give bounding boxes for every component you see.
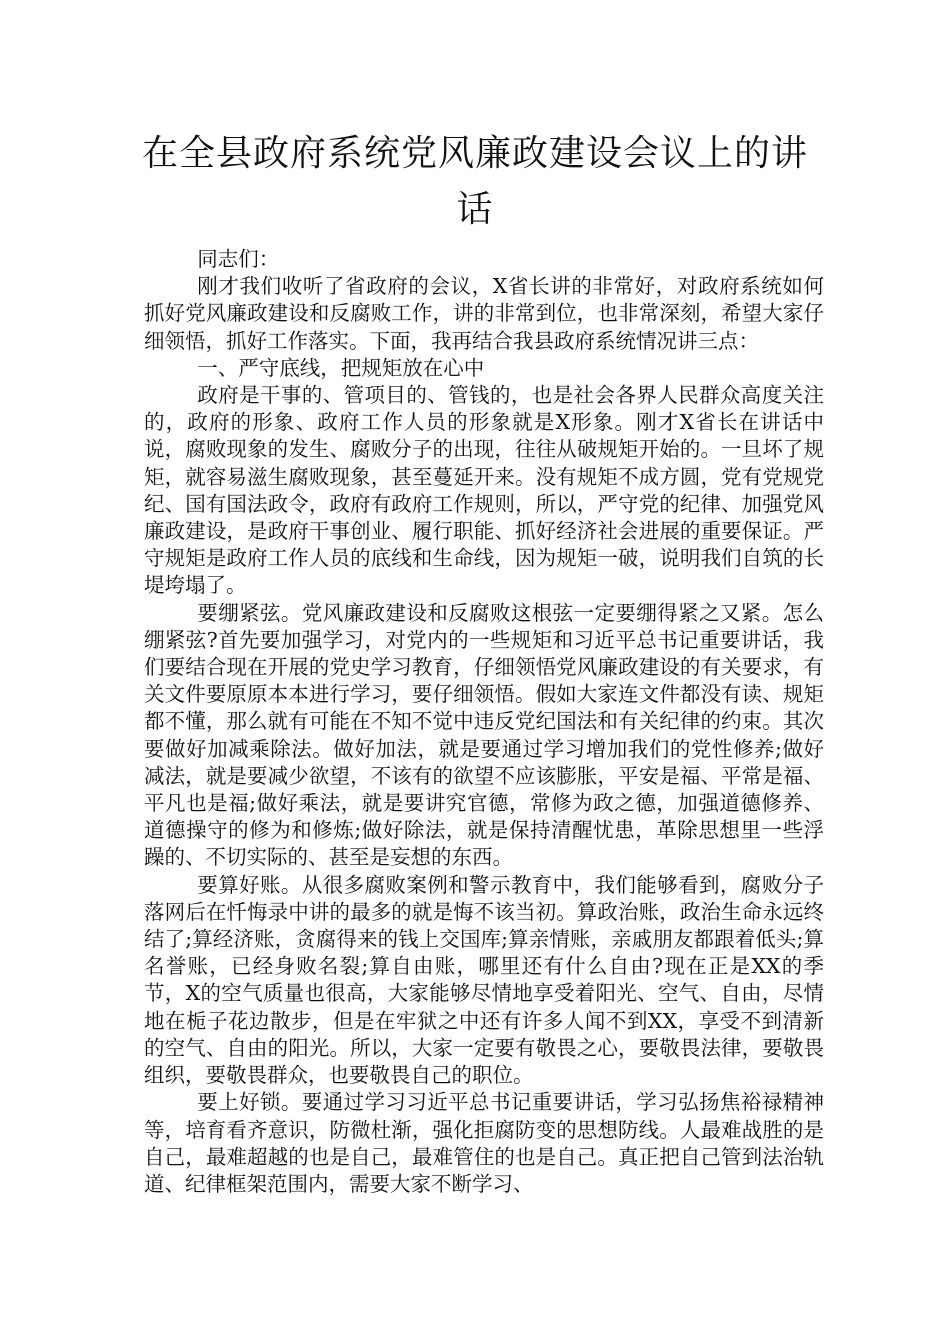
paragraph-intro: 刚才我们收听了省政府的会议，X省长讲的非常好，对政府系统如何抓好党风廉政建设和反腐败工作，讲的非常到位，也非常深刻，希望大家仔细领悟，抓好工作落实。下面，我再结合我县政府系统情况讲三点： bbox=[144, 274, 824, 353]
document-body bbox=[144, 246, 824, 1198]
salutation: 同志们： bbox=[197, 247, 280, 271]
document-title: 在全县政府系统党风廉政建设会议上的讲话 bbox=[141, 133, 808, 230]
paragraph: 政府是干事的、管项目的、管钱的，也是社会各界人民群众高度关注的，政府的形象、政府工作人员的形象就是X形象。刚才X省长在讲话中说，腐败现象的发生、腐败分子的出现，往往从破规矩开始的。一旦坏了规矩，就容易滋生腐败现象，甚至蔓延开来。没有规矩不成方圆，党有党规党纪、国有国法政令，政府有政府工作规则，所以，严守党的纪律、加强党风廉政建设，是政府干事创业、履行职能、抓好经济社会进展的重要保证。严守规矩是政府工作人员的底线和生命线，因为规矩一破，说明我们自筑的长堤垮塌了。 bbox=[144, 383, 824, 598]
paragraph: 要算好账。从很多腐败案例和警示教育中，我们能够看到，腐败分子落网后在忏悔录中讲的最多的就是悔不该当初。算政治账，政治生命永远终结了;算经济账，贪腐得来的钱上交国库;算亲情账，亲戚朋友都跟着低头;算名誉账，已经身败名裂;算自由账，哪里还有什么自由?现在正是XX的季节，X的空气质量也很高，大家能够尽情地享受着阳光、空气、自由，尽情地在栀子花边散步，但是在牢狱之中还有许多人闻不到XX，享受不到清新的空气、自由的阳光。所以，大家一定要有敬畏之心，要敬畏法律，要敬畏组织，要敬畏群众，也要敬畏自己的职位。 bbox=[144, 872, 824, 1088]
paragraph: 要绷紧弦。党风廉政建设和反腐败这根弦一定要绷得紧之又紧。怎么绷紧弦?首先要加强学习，对党内的一些规矩和习近平总书记重要讲话，我们要结合现在开展的党史学习教育，仔细领悟党风廉政建设的有关要求，有关文件要原原本本进行学习，要仔细领悟。假如大家连文件都没有读、规矩都不懂，那么就有可能在不知不觉中违反党纪国法和有关纪律的约束。其次要做好加减乘除法。做好加法，就是要通过学习增加我们的党性修养;做好减法，就是要减少欲望，不该有的欲望不应该膨胀，平安是福、平常是福、平凡也是福;做好乘法，就是要讲究官德，常修为政之德，加强道德修养、道德操守的修为和修炼;做好除法，就是保持清醒忧患，革除思想里一些浮躁的、不切实际的、甚至是妄想的东西。 bbox=[144, 600, 824, 870]
paragraph: 要上好锁。要通过学习习近平总书记重要讲话，学习弘扬焦裕禄精神等，培育看齐意识，防微杜渐，强化拒腐防变的思想防线。人最难战胜的是自己，最难超越的也是自己，最难管住的也是自己。真正把自己管到法治轨道、纪律框架范围内，需要大家不断学习、 bbox=[144, 1090, 824, 1196]
section-heading-1: 一、严守底线，把规矩放在心中 bbox=[197, 355, 485, 380]
